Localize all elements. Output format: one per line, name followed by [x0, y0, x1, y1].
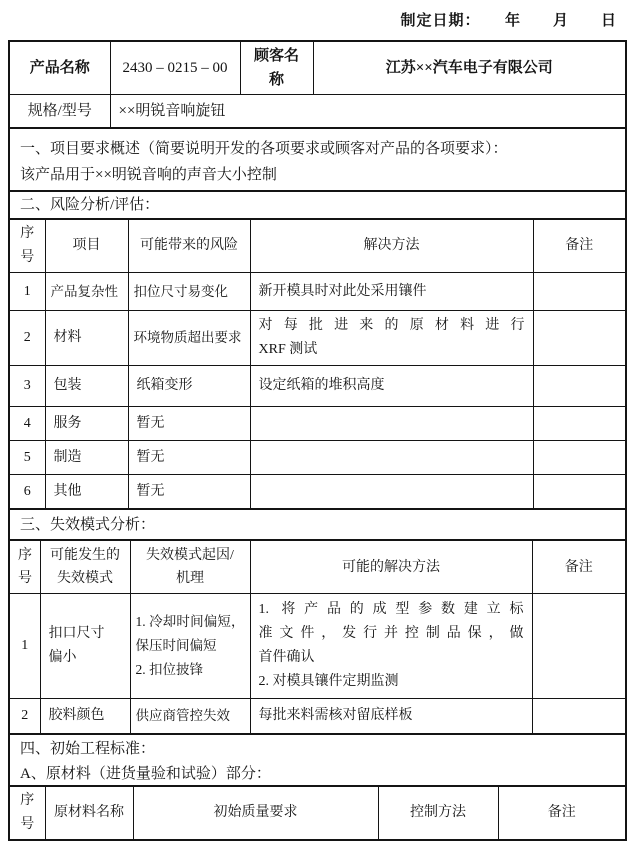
col-header-failure-mode: [40, 541, 130, 594]
header-line: 失效模式: [57, 571, 113, 586]
remark-cell: [533, 441, 625, 475]
remark-cell: [533, 311, 625, 366]
row-no: 1: [10, 594, 40, 699]
cause-line: 2. 扣位披锋: [135, 662, 203, 677]
row-no: 1: [10, 273, 45, 311]
quality-plan-form: [8, 40, 627, 841]
col-header-item: 项目: [45, 220, 128, 273]
col-header-no: 序号: [10, 541, 40, 594]
col-header-risk: 可能带来的风险: [128, 220, 250, 273]
table-row: [10, 594, 625, 699]
solution-cell: [250, 594, 532, 699]
solution-cell: 设定纸箱的堆积高度: [250, 366, 533, 407]
solution-line: 首件确认: [258, 650, 315, 665]
section2-title: 二、风险分析/评估：: [10, 192, 625, 220]
remark-cell: [533, 366, 625, 407]
row-no: 5: [10, 441, 45, 475]
row-no: 2: [10, 699, 40, 735]
failure-mode-cell: 胶料颜色: [40, 699, 130, 735]
mode-line: 偏小: [48, 650, 77, 665]
table-row: [10, 366, 625, 407]
col-header-no: 序号: [10, 220, 45, 273]
solution-line: 准文件，发行并控制品保，做: [258, 626, 524, 641]
product-code-value: 2430 – 0215 – 00: [110, 42, 240, 95]
col-header-initial-quality: 初始质量要求: [133, 787, 378, 839]
product-info-table: [10, 42, 625, 129]
table-row: [10, 475, 625, 510]
solution-cell: [250, 475, 533, 510]
remark-cell: [532, 699, 625, 735]
solution-cell: [250, 311, 533, 366]
remark-cell: [532, 594, 625, 699]
customer-name-label: 顾客名称: [240, 42, 313, 95]
risk-cell: 扣位尺寸易变化: [128, 273, 250, 311]
risk-analysis-table: [10, 220, 625, 510]
risk-cell: 暂无: [128, 407, 250, 441]
cause-line: 1. 冷却时间偏短，: [135, 614, 245, 629]
item-cell: 包装: [45, 366, 128, 407]
section4-subtitle: A、原材料（进货量验和试验）部分：: [20, 766, 271, 782]
remark-cell: [533, 475, 625, 510]
item-cell: 产品复杂性: [45, 273, 128, 311]
cause-line: 保压时间偏短: [135, 638, 217, 653]
header-line: 机理: [176, 571, 204, 586]
item-cell: 服务: [45, 407, 128, 441]
section3-title: 三、失效模式分析：: [10, 510, 625, 541]
raw-material-table: [10, 787, 625, 839]
solution-cell: 每批来料需核对留底样板: [250, 699, 532, 735]
failure-mode-cell: [40, 594, 130, 699]
col-header-cause: [130, 541, 250, 594]
product-name-label: 产品名称: [10, 42, 110, 95]
solution-line: 2. 对模具镶件定期监测: [258, 674, 399, 689]
risk-cell: 纸箱变形: [128, 366, 250, 407]
remark-cell: [533, 273, 625, 311]
item-cell: 制造: [45, 441, 128, 475]
section1-body: 该产品用于××明锐音响的声音大小控制: [20, 167, 277, 183]
solution-line: 对每批进来的原材料进行: [258, 318, 525, 333]
creation-date-line: 制定日期： 年 月 日: [400, 13, 617, 29]
cause-cell: [130, 594, 250, 699]
solution-line: XRF 测试: [258, 342, 318, 357]
solution-line: 1. 将产品的成型参数建立标: [258, 602, 524, 617]
table-row: [10, 441, 625, 475]
item-cell: 其他: [45, 475, 128, 510]
header-line: 失效模式起因/: [146, 548, 234, 563]
risk-cell: 环境物质超出要求: [128, 311, 250, 366]
table-row: [10, 407, 625, 441]
table-row: [10, 699, 625, 735]
solution-cell: 新开模具时对此处采用镶件: [250, 273, 533, 311]
row-no: 3: [10, 366, 45, 407]
cause-cell: 供应商管控失效: [130, 699, 250, 735]
col-header-no: 序号: [10, 787, 45, 839]
failure-mode-table: [10, 541, 625, 735]
risk-cell: 暂无: [128, 475, 250, 510]
row-no: 6: [10, 475, 45, 510]
risk-table-header-row: [10, 220, 625, 273]
table-row: [10, 42, 625, 95]
col-header-control-method: 控制方法: [378, 787, 498, 839]
mode-line: 扣口尺寸: [48, 626, 105, 641]
spec-model-value: ××明锐音响旋钮: [110, 95, 625, 129]
col-header-solution: 解决方法: [250, 220, 533, 273]
table-row: [10, 95, 625, 129]
fmea-header-row: [10, 541, 625, 594]
customer-name-value: 江苏××汽车电子有限公司: [313, 42, 625, 95]
col-header-remark: 备注: [533, 220, 625, 273]
section1-block: [10, 129, 625, 192]
col-header-remark: 备注: [498, 787, 625, 839]
risk-cell: 暂无: [128, 441, 250, 475]
section4-title: 四、初始工程标准：: [20, 741, 156, 757]
spec-model-label: 规格/型号: [10, 95, 110, 129]
row-no: 2: [10, 311, 45, 366]
header-line: 可能发生的: [50, 548, 120, 563]
col-header-remark: 备注: [532, 541, 625, 594]
section4-block: [10, 735, 625, 787]
solution-cell: [250, 441, 533, 475]
remark-cell: [533, 407, 625, 441]
item-cell: 材料: [45, 311, 128, 366]
table-row: [10, 273, 625, 311]
col-header-solution: 可能的解决方法: [250, 541, 532, 594]
solution-cell: [250, 407, 533, 441]
section1-title: 一、项目要求概述（简要说明开发的各项要求或顾客对产品的各项要求）：: [20, 141, 508, 157]
table-row: [10, 311, 625, 366]
material-header-row: [10, 787, 625, 839]
col-header-material-name: 原材料名称: [45, 787, 133, 839]
row-no: 4: [10, 407, 45, 441]
